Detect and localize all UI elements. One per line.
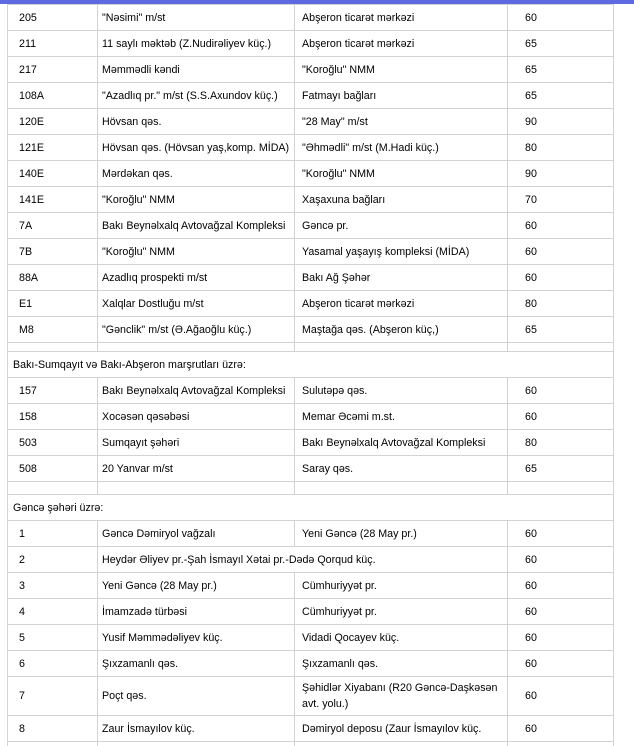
route-number-cell: M8	[8, 317, 98, 343]
table-row	[8, 547, 614, 573]
origin-cell: 11 saylı məktəb (Z.Nudirəliyev küç.)	[98, 31, 295, 57]
origin-cell: Poçt qəs.	[98, 677, 295, 716]
table-row	[8, 161, 614, 187]
origin-cell: Hövsan qəs.	[98, 109, 295, 135]
origin-cell: Sumqayıt şəhəri	[98, 430, 295, 456]
fare-cell: 65	[508, 317, 614, 343]
empty-cell	[8, 742, 98, 746]
section-header-row	[8, 352, 614, 378]
routes-table	[7, 4, 614, 746]
table-row	[8, 135, 614, 161]
route-number-cell: 508	[8, 456, 98, 482]
fare-cell: 65	[508, 31, 614, 57]
empty-cell	[98, 482, 295, 495]
fare-cell: 80	[508, 291, 614, 317]
fare-cell: 60	[508, 521, 614, 547]
destination-cell: Gəncə pr.	[295, 213, 508, 239]
route-number-cell: 88A	[8, 265, 98, 291]
empty-cell	[508, 343, 614, 352]
origin-cell: Yusif Məmmədəliyev küç.	[98, 625, 295, 651]
table-row	[8, 317, 614, 343]
table-row	[8, 573, 614, 599]
table-row	[8, 109, 614, 135]
table-row	[8, 716, 614, 742]
destination-cell: Şıxzamanlı qəs.	[295, 651, 508, 677]
destination-cell: Saray qəs.	[295, 456, 508, 482]
fare-cell: 60	[508, 265, 614, 291]
fare-cell: 90	[508, 161, 614, 187]
route-number-cell: 4	[8, 599, 98, 625]
table-row	[8, 57, 614, 83]
origin-cell: "Koroğlu" NMM	[98, 239, 295, 265]
destination-cell: "Əhmədli" m/st (M.Hadi küç.)	[295, 135, 508, 161]
destination-cell: Şəhidlər Xiyabanı (R20 Gəncə-Daşkəsən avt. yolu.)	[295, 677, 508, 716]
origin-cell: Mərdəkan qəs.	[98, 161, 295, 187]
table-row	[8, 239, 614, 265]
destination-cell: Yasamal yaşayış kompleksi (MİDA)	[295, 239, 508, 265]
origin-cell: Şıxzamanlı qəs.	[98, 651, 295, 677]
destination-cell: "Koroğlu" NMM	[295, 57, 508, 83]
table-row	[8, 677, 614, 716]
route-number-cell: 7B	[8, 239, 98, 265]
origin-cell: "Gənclik" m/st (Ə.Ağaoğlu küç.)	[98, 317, 295, 343]
destination-cell: Cümhuriyyət pr.	[295, 573, 508, 599]
fare-cell: 80	[508, 135, 614, 161]
empty-cell	[98, 343, 295, 352]
route-number-cell: 3	[8, 573, 98, 599]
route-number-cell: 503	[8, 430, 98, 456]
destination-cell: "Koroğlu" NMM	[295, 161, 508, 187]
fare-cell: 90	[508, 109, 614, 135]
origin-cell: Bakı Beynəlxalq Avtovağzal Kompleksi	[98, 378, 295, 404]
origin-cell: İmamzadə türbəsi	[98, 599, 295, 625]
destination-cell: Bakı Ağ Şəhər	[295, 265, 508, 291]
origin-cell: Bakı Beynəlxalq Avtovağzal Kompleksi	[98, 213, 295, 239]
route-number-cell: 8	[8, 716, 98, 742]
empty-cell	[295, 742, 508, 746]
route-number-cell: 141E	[8, 187, 98, 213]
fare-cell: 60	[508, 625, 614, 651]
destination-cell: Abşeron ticarət mərkəzi	[295, 291, 508, 317]
route-number-cell: 120E	[8, 109, 98, 135]
fare-cell: 60	[508, 716, 614, 742]
destination-cell: Yeni Gəncə (28 May pr.)	[295, 521, 508, 547]
origin-cell: Gəncə Dəmiryol vağzalı	[98, 521, 295, 547]
empty-cell	[295, 482, 508, 495]
destination-cell: Abşeron ticarət mərkəzi	[295, 5, 508, 31]
empty-cell	[508, 482, 614, 495]
fare-cell: 60	[508, 213, 614, 239]
destination-cell: Xaşaxuna bağları	[295, 187, 508, 213]
route-number-cell: 7A	[8, 213, 98, 239]
route-number-cell: 108A	[8, 83, 98, 109]
fare-cell: 60	[508, 404, 614, 430]
empty-cell	[295, 343, 508, 352]
origin-cell: 20 Yanvar m/st	[98, 456, 295, 482]
origin-cell: Xalqlar Dostluğu m/st	[98, 291, 295, 317]
route-number-cell: 2	[8, 547, 98, 573]
table-row	[8, 625, 614, 651]
fare-cell: 65	[508, 83, 614, 109]
origin-cell: "Koroğlu" NMM	[98, 187, 295, 213]
route-number-cell: 7	[8, 677, 98, 716]
origin-cell: Xocəsən qəsəbəsi	[98, 404, 295, 430]
fare-cell: 65	[508, 57, 614, 83]
fare-cell: 60	[508, 5, 614, 31]
origin-cell: Heydər Əliyev pr.-Şah İsmayıl Xətai pr.-Dədə Qorqud küç.	[98, 547, 508, 573]
empty-cell	[8, 343, 98, 352]
origin-cell: Zaur İsmayılov küç.	[98, 716, 295, 742]
fare-cell: 60	[508, 547, 614, 573]
table-row	[8, 187, 614, 213]
empty-cell	[508, 742, 614, 746]
table-row	[8, 5, 614, 31]
table-row	[8, 265, 614, 291]
fare-cell: 60	[508, 651, 614, 677]
table-row	[8, 651, 614, 677]
destination-cell: Fatmayı bağları	[295, 83, 508, 109]
origin-cell: Yeni Gəncə (28 May pr.)	[98, 573, 295, 599]
fare-cell: 60	[508, 599, 614, 625]
fare-cell: 65	[508, 456, 614, 482]
section-header: Gəncə şəhəri üzrə:	[8, 495, 614, 521]
destination-cell: Abşeron ticarət mərkəzi	[295, 31, 508, 57]
table-row	[8, 599, 614, 625]
fare-cell: 60	[508, 677, 614, 716]
destination-cell: Sulutəpə qəs.	[295, 378, 508, 404]
destination-cell: Dəmiryol deposu (Zaur İsmayılov küç.	[295, 716, 508, 742]
destination-cell: Memar Əcəmi m.st.	[295, 404, 508, 430]
table-row	[8, 291, 614, 317]
route-number-cell: 158	[8, 404, 98, 430]
destination-cell: Maştağa qəs. (Abşeron küç,)	[295, 317, 508, 343]
route-number-cell: 121E	[8, 135, 98, 161]
route-number-cell: 1	[8, 521, 98, 547]
table-row	[8, 456, 614, 482]
route-number-cell: 157	[8, 378, 98, 404]
section-header: Bakı-Sumqayıt və Bakı-Abşeron marşrutları üzrə:	[8, 352, 614, 378]
table-row	[8, 213, 614, 239]
destination-cell: Cümhuriyyət pr.	[295, 599, 508, 625]
route-number-cell: 5	[8, 625, 98, 651]
route-number-cell: 205	[8, 5, 98, 31]
clipped-partial-row	[8, 742, 614, 746]
origin-cell: Hövsan qəs. (Hövsan yaş,komp. MİDA)	[98, 135, 295, 161]
fare-cell: 60	[508, 378, 614, 404]
route-number-cell: 217	[8, 57, 98, 83]
spacer-row	[8, 482, 614, 495]
fare-cell: 80	[508, 430, 614, 456]
origin-cell: "Azadlıq pr." m/st (S.S.Axundov küç.)	[98, 83, 295, 109]
origin-cell: "Nəsimi" m/st	[98, 5, 295, 31]
route-number-cell: E1	[8, 291, 98, 317]
route-number-cell: 211	[8, 31, 98, 57]
table-row	[8, 378, 614, 404]
table-row	[8, 31, 614, 57]
spacer-row	[8, 343, 614, 352]
fare-cell: 60	[508, 239, 614, 265]
table-row	[8, 404, 614, 430]
routes-table-container	[7, 4, 617, 746]
origin-cell: Azadlıq prospekti m/st	[98, 265, 295, 291]
route-number-cell: 140E	[8, 161, 98, 187]
route-number-cell: 6	[8, 651, 98, 677]
origin-cell: Məmmədli kəndi	[98, 57, 295, 83]
fare-cell: 70	[508, 187, 614, 213]
table-row	[8, 430, 614, 456]
table-row	[8, 521, 614, 547]
table-row	[8, 83, 614, 109]
destination-cell: Vidadi Qocayev küç.	[295, 625, 508, 651]
empty-cell	[8, 482, 98, 495]
section-header-row	[8, 495, 614, 521]
destination-cell: "28 May" m/st	[295, 109, 508, 135]
destination-cell: Bakı Beynəlxalq Avtovağzal Kompleksi	[295, 430, 508, 456]
empty-cell	[98, 742, 295, 746]
fare-cell: 60	[508, 573, 614, 599]
